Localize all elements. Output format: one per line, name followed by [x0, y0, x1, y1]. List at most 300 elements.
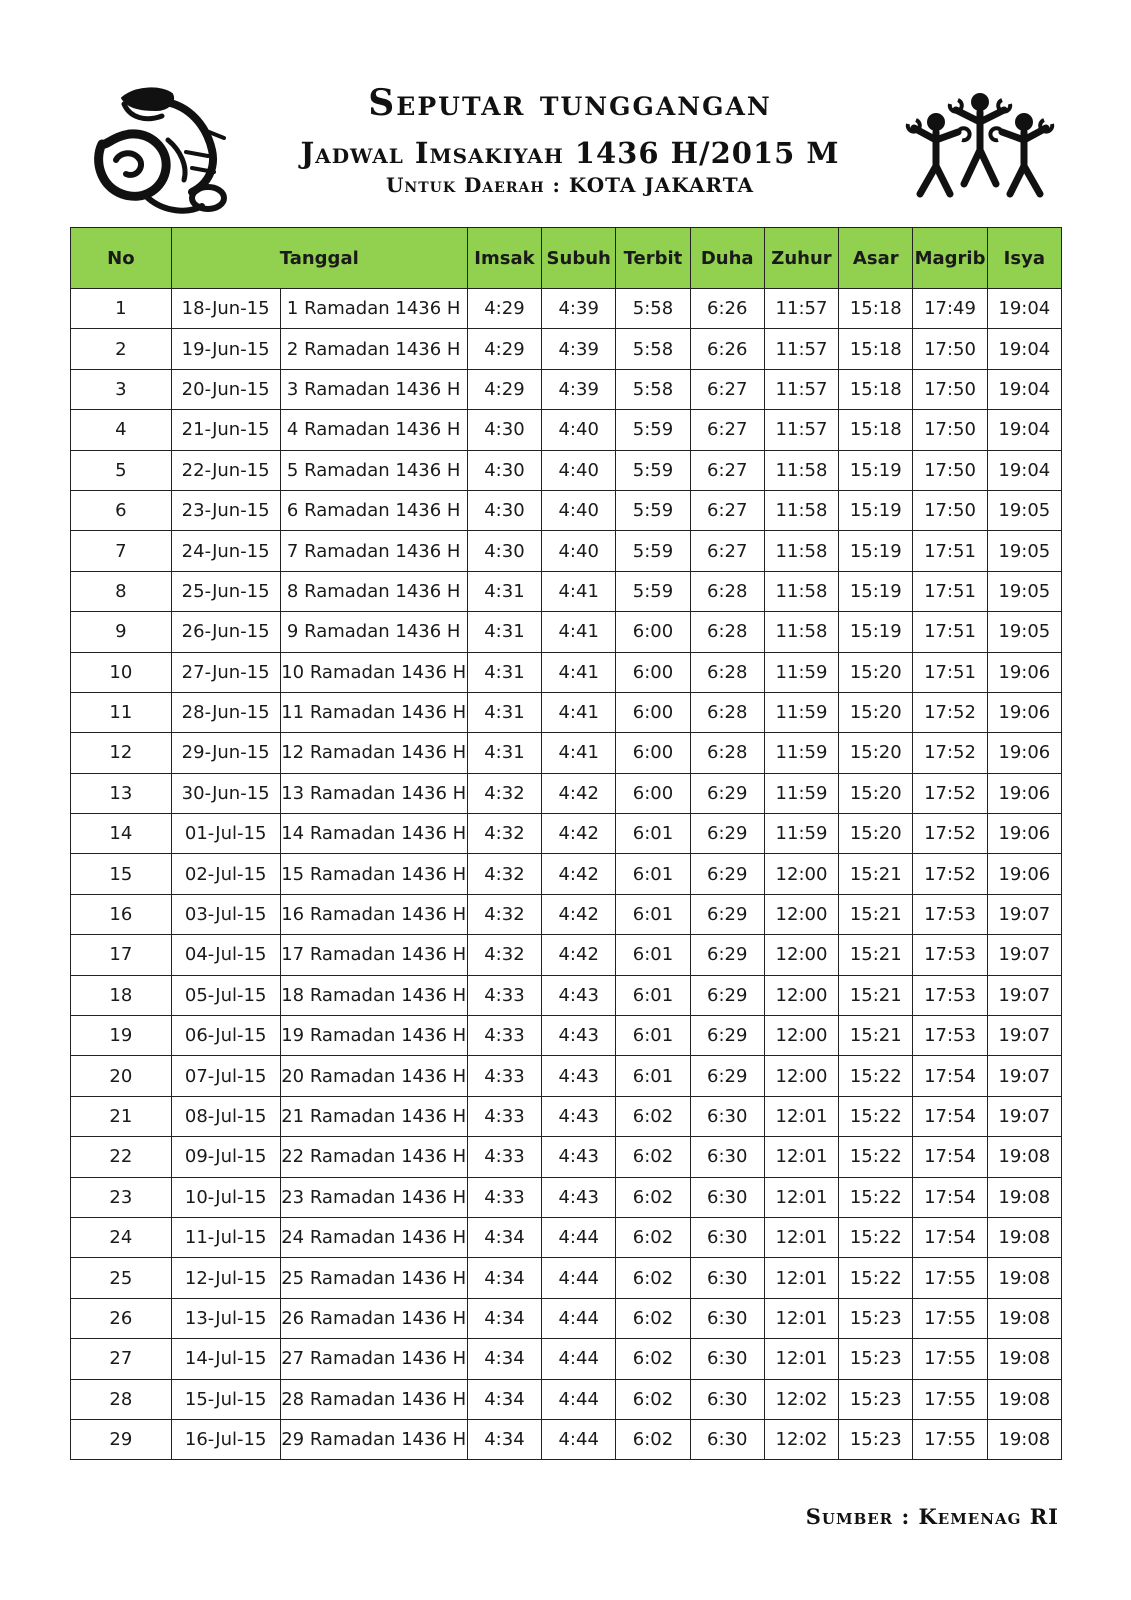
cell-duha: 6:28 — [690, 733, 764, 773]
cell-terbit: 5:58 — [616, 329, 690, 369]
cell-terbit: 6:01 — [616, 1056, 690, 1096]
cell-gregorian-date: 22-Jun-15 — [171, 450, 280, 490]
cell-isya: 19:04 — [987, 329, 1061, 369]
cell-magrib: 17:53 — [913, 1016, 987, 1056]
cell-subuh: 4:42 — [542, 814, 616, 854]
cell-magrib: 17:51 — [913, 652, 987, 692]
cell-terbit: 6:00 — [616, 652, 690, 692]
cell-magrib: 17:52 — [913, 733, 987, 773]
cell-subuh: 4:40 — [542, 410, 616, 450]
cell-terbit: 6:00 — [616, 612, 690, 652]
cell-magrib: 17:54 — [913, 1056, 987, 1096]
table-row — [71, 490, 1062, 530]
cell-asar: 15:22 — [839, 1258, 913, 1298]
cell-gregorian-date: 01-Jul-15 — [171, 814, 280, 854]
cell-zuhur: 11:58 — [764, 571, 838, 611]
page-header — [0, 0, 1131, 228]
cell-zuhur: 11:59 — [764, 692, 838, 732]
cell-asar: 15:23 — [839, 1339, 913, 1379]
cell-magrib: 17:53 — [913, 935, 987, 975]
cell-gregorian-date: 24-Jun-15 — [171, 531, 280, 571]
cell-asar: 15:20 — [839, 692, 913, 732]
cell-subuh: 4:42 — [542, 894, 616, 934]
cell-no: 27 — [71, 1339, 172, 1379]
cell-duha: 6:27 — [690, 450, 764, 490]
cell-magrib: 17:51 — [913, 571, 987, 611]
cell-subuh: 4:41 — [542, 612, 616, 652]
cell-gregorian-date: 23-Jun-15 — [171, 490, 280, 530]
cell-zuhur: 11:59 — [764, 733, 838, 773]
cell-subuh: 4:39 — [542, 289, 616, 329]
cell-hijri-date: 29 Ramadan 1436 H — [280, 1419, 467, 1459]
cell-gregorian-date: 25-Jun-15 — [171, 571, 280, 611]
cell-duha: 6:29 — [690, 1056, 764, 1096]
cell-subuh: 4:42 — [542, 935, 616, 975]
cell-imsak: 4:31 — [467, 571, 541, 611]
cell-magrib: 17:52 — [913, 814, 987, 854]
table-row — [71, 692, 1062, 732]
cell-terbit: 5:59 — [616, 531, 690, 571]
cell-terbit: 5:59 — [616, 571, 690, 611]
column-header-terbit: Terbit — [616, 228, 690, 289]
cell-isya: 19:07 — [987, 935, 1061, 975]
column-header-magrib: Magrib — [913, 228, 987, 289]
cell-gregorian-date: 21-Jun-15 — [171, 410, 280, 450]
cell-terbit: 5:58 — [616, 369, 690, 409]
cell-gregorian-date: 28-Jun-15 — [171, 692, 280, 732]
cell-hijri-date: 8 Ramadan 1436 H — [280, 571, 467, 611]
cell-asar: 15:21 — [839, 935, 913, 975]
table-row — [71, 1177, 1062, 1217]
cell-no: 18 — [71, 975, 172, 1015]
column-header-zuhur: Zuhur — [764, 228, 838, 289]
cell-gregorian-date: 05-Jul-15 — [171, 975, 280, 1015]
cell-duha: 6:29 — [690, 814, 764, 854]
cell-no: 29 — [71, 1419, 172, 1459]
cell-gregorian-date: 14-Jul-15 — [171, 1339, 280, 1379]
table-row — [71, 410, 1062, 450]
cell-zuhur: 12:02 — [764, 1379, 838, 1419]
cell-asar: 15:21 — [839, 894, 913, 934]
cell-no: 25 — [71, 1258, 172, 1298]
cell-terbit: 6:02 — [616, 1217, 690, 1257]
cell-no: 21 — [71, 1096, 172, 1136]
cell-asar: 15:21 — [839, 854, 913, 894]
column-header-imsak: Imsak — [467, 228, 541, 289]
cell-asar: 15:22 — [839, 1056, 913, 1096]
cell-hijri-date: 20 Ramadan 1436 H — [280, 1056, 467, 1096]
cell-zuhur: 11:57 — [764, 289, 838, 329]
cell-asar: 15:23 — [839, 1379, 913, 1419]
cell-subuh: 4:39 — [542, 369, 616, 409]
cell-terbit: 5:59 — [616, 450, 690, 490]
column-header-asar: Asar — [839, 228, 913, 289]
cell-subuh: 4:44 — [542, 1258, 616, 1298]
cell-hijri-date: 5 Ramadan 1436 H — [280, 450, 467, 490]
cell-subuh: 4:43 — [542, 1096, 616, 1136]
cell-no: 20 — [71, 1056, 172, 1096]
cell-gregorian-date: 07-Jul-15 — [171, 1056, 280, 1096]
cell-imsak: 4:33 — [467, 1177, 541, 1217]
cell-magrib: 17:52 — [913, 692, 987, 732]
cell-subuh: 4:44 — [542, 1298, 616, 1338]
cell-asar: 15:19 — [839, 531, 913, 571]
cell-zuhur: 11:59 — [764, 773, 838, 813]
cell-hijri-date: 28 Ramadan 1436 H — [280, 1379, 467, 1419]
cell-imsak: 4:29 — [467, 329, 541, 369]
cell-imsak: 4:32 — [467, 773, 541, 813]
cell-hijri-date: 23 Ramadan 1436 H — [280, 1177, 467, 1217]
cell-hijri-date: 3 Ramadan 1436 H — [280, 369, 467, 409]
cell-no: 2 — [71, 329, 172, 369]
cell-duha: 6:30 — [690, 1339, 764, 1379]
cell-magrib: 17:55 — [913, 1419, 987, 1459]
cell-zuhur: 11:57 — [764, 329, 838, 369]
cell-no: 13 — [71, 773, 172, 813]
cell-no: 14 — [71, 814, 172, 854]
cell-isya: 19:06 — [987, 652, 1061, 692]
cell-isya: 19:04 — [987, 289, 1061, 329]
cell-duha: 6:30 — [690, 1096, 764, 1136]
cell-hijri-date: 16 Ramadan 1436 H — [280, 894, 467, 934]
cell-no: 7 — [71, 531, 172, 571]
cell-isya: 19:06 — [987, 692, 1061, 732]
cell-subuh: 4:41 — [542, 692, 616, 732]
cell-hijri-date: 27 Ramadan 1436 H — [280, 1339, 467, 1379]
cell-zuhur: 11:58 — [764, 531, 838, 571]
cell-magrib: 17:53 — [913, 975, 987, 1015]
table-row — [71, 733, 1062, 773]
cell-asar: 15:20 — [839, 814, 913, 854]
cell-duha: 6:29 — [690, 1016, 764, 1056]
cell-magrib: 17:50 — [913, 490, 987, 530]
cell-duha: 6:30 — [690, 1177, 764, 1217]
cell-zuhur: 11:57 — [764, 369, 838, 409]
cell-duha: 6:29 — [690, 894, 764, 934]
cell-isya: 19:08 — [987, 1419, 1061, 1459]
cell-no: 17 — [71, 935, 172, 975]
cell-no: 24 — [71, 1217, 172, 1257]
cell-gregorian-date: 26-Jun-15 — [171, 612, 280, 652]
cell-magrib: 17:53 — [913, 894, 987, 934]
cell-terbit: 6:02 — [616, 1379, 690, 1419]
cell-hijri-date: 12 Ramadan 1436 H — [280, 733, 467, 773]
cell-zuhur: 12:00 — [764, 975, 838, 1015]
table-row — [71, 1258, 1062, 1298]
cell-asar: 15:19 — [839, 612, 913, 652]
cell-gregorian-date: 30-Jun-15 — [171, 773, 280, 813]
cell-subuh: 4:42 — [542, 854, 616, 894]
table-row — [71, 975, 1062, 1015]
cell-gregorian-date: 16-Jul-15 — [171, 1419, 280, 1459]
column-header-duha: Duha — [690, 228, 764, 289]
cell-imsak: 4:30 — [467, 450, 541, 490]
cell-imsak: 4:31 — [467, 733, 541, 773]
cell-asar: 15:23 — [839, 1298, 913, 1338]
cell-hijri-date: 15 Ramadan 1436 H — [280, 854, 467, 894]
cell-zuhur: 11:58 — [764, 612, 838, 652]
cell-duha: 6:27 — [690, 369, 764, 409]
cell-duha: 6:30 — [690, 1217, 764, 1257]
cell-zuhur: 12:01 — [764, 1339, 838, 1379]
cell-isya: 19:04 — [987, 369, 1061, 409]
cell-imsak: 4:33 — [467, 1056, 541, 1096]
cell-duha: 6:30 — [690, 1379, 764, 1419]
table-row — [71, 1056, 1062, 1096]
cell-duha: 6:29 — [690, 975, 764, 1015]
cell-magrib: 17:50 — [913, 329, 987, 369]
cell-no: 15 — [71, 854, 172, 894]
cell-no: 10 — [71, 652, 172, 692]
table-row — [71, 773, 1062, 813]
page-subtitle: Jadwal Imsakiyah 1436 H/2015 M — [300, 136, 840, 170]
table-row — [71, 289, 1062, 329]
cell-gregorian-date: 12-Jul-15 — [171, 1258, 280, 1298]
cell-asar: 15:19 — [839, 490, 913, 530]
cell-no: 5 — [71, 450, 172, 490]
cell-subuh: 4:43 — [542, 1177, 616, 1217]
table-row — [71, 531, 1062, 571]
cell-hijri-date: 25 Ramadan 1436 H — [280, 1258, 467, 1298]
cell-gregorian-date: 18-Jun-15 — [171, 289, 280, 329]
cell-magrib: 17:50 — [913, 410, 987, 450]
page-title: Seputar tunggangan — [368, 82, 772, 124]
cell-zuhur: 11:58 — [764, 450, 838, 490]
column-header-no: No — [71, 228, 172, 289]
cell-magrib: 17:54 — [913, 1177, 987, 1217]
cell-magrib: 17:52 — [913, 773, 987, 813]
cell-zuhur: 11:59 — [764, 814, 838, 854]
cell-magrib: 17:55 — [913, 1339, 987, 1379]
cell-subuh: 4:43 — [542, 1137, 616, 1177]
cell-asar: 15:19 — [839, 571, 913, 611]
cell-magrib: 17:49 — [913, 289, 987, 329]
cell-imsak: 4:34 — [467, 1258, 541, 1298]
cell-terbit: 6:00 — [616, 692, 690, 732]
cell-asar: 15:19 — [839, 450, 913, 490]
cell-no: 11 — [71, 692, 172, 732]
cell-subuh: 4:43 — [542, 1016, 616, 1056]
cell-imsak: 4:30 — [467, 410, 541, 450]
cell-duha: 6:30 — [690, 1419, 764, 1459]
region-label: Untuk Daerah : KOTA JAKARTA — [385, 173, 755, 197]
cell-no: 4 — [71, 410, 172, 450]
cell-gregorian-date: 02-Jul-15 — [171, 854, 280, 894]
cell-zuhur: 12:00 — [764, 854, 838, 894]
cell-gregorian-date: 04-Jul-15 — [171, 935, 280, 975]
cell-terbit: 6:01 — [616, 814, 690, 854]
cell-isya: 19:08 — [987, 1339, 1061, 1379]
cell-hijri-date: 1 Ramadan 1436 H — [280, 289, 467, 329]
cell-duha: 6:28 — [690, 652, 764, 692]
cell-imsak: 4:33 — [467, 1096, 541, 1136]
cell-zuhur: 11:57 — [764, 410, 838, 450]
cell-imsak: 4:33 — [467, 1016, 541, 1056]
cell-magrib: 17:54 — [913, 1217, 987, 1257]
cell-gregorian-date: 29-Jun-15 — [171, 733, 280, 773]
table-row — [71, 652, 1062, 692]
table-row — [71, 571, 1062, 611]
cell-isya: 19:05 — [987, 571, 1061, 611]
table-row — [71, 894, 1062, 934]
cell-zuhur: 12:01 — [764, 1217, 838, 1257]
cell-imsak: 4:34 — [467, 1339, 541, 1379]
cell-isya: 19:05 — [987, 612, 1061, 652]
cell-asar: 15:22 — [839, 1137, 913, 1177]
table-row — [71, 450, 1062, 490]
cell-isya: 19:07 — [987, 1056, 1061, 1096]
cell-magrib: 17:54 — [913, 1137, 987, 1177]
cell-gregorian-date: 08-Jul-15 — [171, 1096, 280, 1136]
cell-magrib: 17:50 — [913, 450, 987, 490]
cell-terbit: 5:59 — [616, 490, 690, 530]
cell-asar: 15:20 — [839, 773, 913, 813]
cell-duha: 6:28 — [690, 571, 764, 611]
cell-terbit: 5:59 — [616, 410, 690, 450]
cell-isya: 19:08 — [987, 1258, 1061, 1298]
cell-imsak: 4:32 — [467, 894, 541, 934]
table-row — [71, 329, 1062, 369]
cell-imsak: 4:32 — [467, 935, 541, 975]
table-row — [71, 814, 1062, 854]
cell-isya: 19:06 — [987, 814, 1061, 854]
cell-magrib: 17:50 — [913, 369, 987, 409]
cell-duha: 6:28 — [690, 612, 764, 652]
cell-subuh: 4:40 — [542, 531, 616, 571]
cell-zuhur: 12:00 — [764, 894, 838, 934]
cell-subuh: 4:41 — [542, 571, 616, 611]
cell-imsak: 4:31 — [467, 692, 541, 732]
table-row — [71, 1379, 1062, 1419]
column-header-subuh: Subuh — [542, 228, 616, 289]
cell-asar: 15:21 — [839, 1016, 913, 1056]
cell-gregorian-date: 19-Jun-15 — [171, 329, 280, 369]
cell-zuhur: 12:01 — [764, 1298, 838, 1338]
cell-isya: 19:06 — [987, 733, 1061, 773]
cell-duha: 6:29 — [690, 935, 764, 975]
cell-duha: 6:29 — [690, 854, 764, 894]
cell-isya: 19:08 — [987, 1217, 1061, 1257]
cell-gregorian-date: 10-Jul-15 — [171, 1177, 280, 1217]
cell-imsak: 4:31 — [467, 612, 541, 652]
cell-magrib: 17:51 — [913, 531, 987, 571]
cell-magrib: 17:51 — [913, 612, 987, 652]
cell-zuhur: 12:00 — [764, 1056, 838, 1096]
cell-isya: 19:05 — [987, 490, 1061, 530]
cell-zuhur: 12:01 — [764, 1096, 838, 1136]
cell-hijri-date: 7 Ramadan 1436 H — [280, 531, 467, 571]
cell-terbit: 5:58 — [616, 289, 690, 329]
cell-hijri-date: 19 Ramadan 1436 H — [280, 1016, 467, 1056]
cell-zuhur: 12:01 — [764, 1137, 838, 1177]
cell-hijri-date: 11 Ramadan 1436 H — [280, 692, 467, 732]
table-row — [71, 1016, 1062, 1056]
imsakiyah-table — [70, 227, 1062, 1460]
cell-duha: 6:26 — [690, 289, 764, 329]
source-note: Sumber : Kemenag RI — [805, 1504, 1059, 1529]
cell-isya: 19:08 — [987, 1177, 1061, 1217]
cell-isya: 19:08 — [987, 1137, 1061, 1177]
table-row — [71, 935, 1062, 975]
cell-gregorian-date: 11-Jul-15 — [171, 1217, 280, 1257]
cell-isya: 19:08 — [987, 1379, 1061, 1419]
cell-asar: 15:22 — [839, 1217, 913, 1257]
cell-magrib: 17:54 — [913, 1096, 987, 1136]
cell-hijri-date: 18 Ramadan 1436 H — [280, 975, 467, 1015]
cell-terbit: 6:01 — [616, 935, 690, 975]
cell-duha: 6:30 — [690, 1137, 764, 1177]
cell-isya: 19:07 — [987, 894, 1061, 934]
cell-hijri-date: 24 Ramadan 1436 H — [280, 1217, 467, 1257]
cell-zuhur: 12:00 — [764, 1016, 838, 1056]
cell-no: 9 — [71, 612, 172, 652]
cell-imsak: 4:34 — [467, 1419, 541, 1459]
cell-duha: 6:29 — [690, 773, 764, 813]
cell-isya: 19:06 — [987, 854, 1061, 894]
cell-zuhur: 11:58 — [764, 490, 838, 530]
cell-duha: 6:27 — [690, 531, 764, 571]
cell-terbit: 6:02 — [616, 1419, 690, 1459]
cell-asar: 15:22 — [839, 1177, 913, 1217]
cell-zuhur: 12:02 — [764, 1419, 838, 1459]
cell-gregorian-date: 03-Jul-15 — [171, 894, 280, 934]
cell-gregorian-date: 27-Jun-15 — [171, 652, 280, 692]
cell-gregorian-date: 13-Jul-15 — [171, 1298, 280, 1338]
cell-isya: 19:07 — [987, 1096, 1061, 1136]
table-row — [71, 1419, 1062, 1459]
table-body — [71, 289, 1062, 1460]
cell-subuh: 4:40 — [542, 450, 616, 490]
cell-no: 3 — [71, 369, 172, 409]
cell-terbit: 6:02 — [616, 1137, 690, 1177]
cell-no: 28 — [71, 1379, 172, 1419]
cell-terbit: 6:00 — [616, 733, 690, 773]
cell-asar: 15:22 — [839, 1096, 913, 1136]
cell-hijri-date: 17 Ramadan 1436 H — [280, 935, 467, 975]
cell-terbit: 6:02 — [616, 1177, 690, 1217]
cell-duha: 6:28 — [690, 692, 764, 732]
cell-no: 12 — [71, 733, 172, 773]
cell-isya: 19:04 — [987, 450, 1061, 490]
table-row — [71, 1137, 1062, 1177]
cell-asar: 15:20 — [839, 733, 913, 773]
cell-isya: 19:04 — [987, 410, 1061, 450]
cell-imsak: 4:33 — [467, 975, 541, 1015]
cell-asar: 15:20 — [839, 652, 913, 692]
cell-no: 1 — [71, 289, 172, 329]
cell-zuhur: 12:01 — [764, 1177, 838, 1217]
table-row — [71, 854, 1062, 894]
cell-subuh: 4:44 — [542, 1419, 616, 1459]
cell-hijri-date: 13 Ramadan 1436 H — [280, 773, 467, 813]
cell-terbit: 6:02 — [616, 1339, 690, 1379]
table-row — [71, 369, 1062, 409]
cell-imsak: 4:32 — [467, 854, 541, 894]
column-header-isya: Isya — [987, 228, 1061, 289]
cell-isya: 19:07 — [987, 1016, 1061, 1056]
cell-subuh: 4:41 — [542, 733, 616, 773]
cell-isya: 19:08 — [987, 1298, 1061, 1338]
cell-no: 6 — [71, 490, 172, 530]
cell-no: 22 — [71, 1137, 172, 1177]
cell-no: 26 — [71, 1298, 172, 1338]
cell-magrib: 17:55 — [913, 1258, 987, 1298]
cell-asar: 15:18 — [839, 289, 913, 329]
cell-no: 8 — [71, 571, 172, 611]
cell-imsak: 4:34 — [467, 1379, 541, 1419]
cell-terbit: 6:01 — [616, 1016, 690, 1056]
cell-asar: 15:21 — [839, 975, 913, 1015]
